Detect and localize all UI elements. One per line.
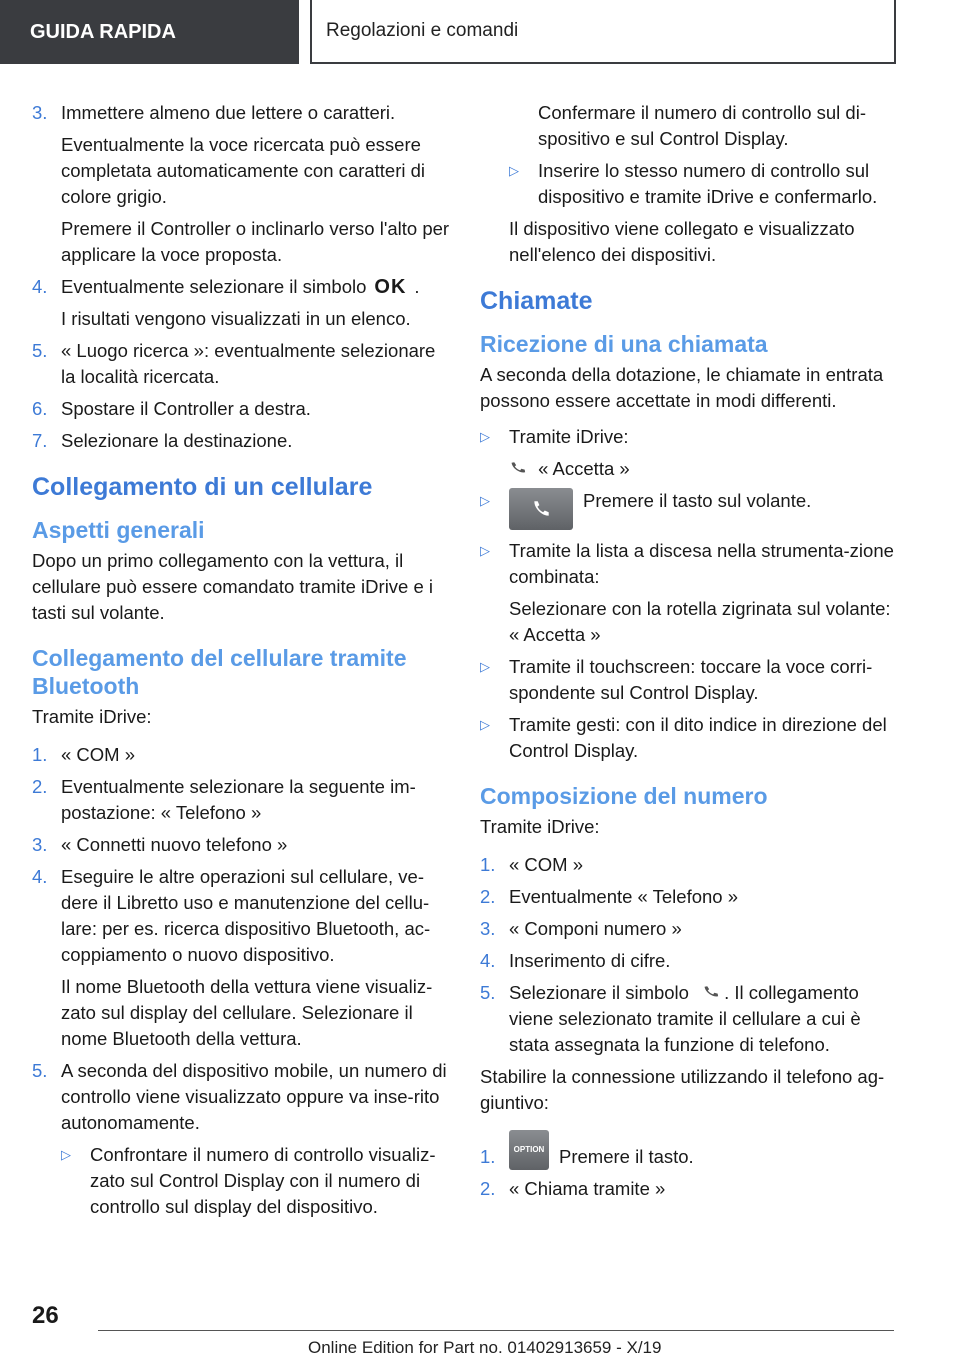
phone-icon — [530, 498, 552, 520]
step-number: 5. — [32, 340, 48, 361]
list-item — [32, 832, 452, 858]
list-item — [480, 916, 900, 942]
list-item — [480, 712, 900, 764]
aspetti-text: Dopo un primo collegamento con la vettura, il cellulare può essere comandato tramite iDrive e i tasti sul volante. — [32, 550, 434, 623]
step-text: « Chiama tramite » — [509, 1178, 666, 1199]
bullet-text: Tramite la lista a discesa nella strumenta-zione combinata: — [509, 540, 894, 587]
list-item — [32, 742, 452, 768]
list-item — [32, 100, 452, 268]
list-item — [32, 428, 452, 454]
step-text: Eventualmente selezionare il simbolo OK . — [61, 276, 420, 298]
step-text: Eventualmente selezionare la seguente im-postazione: « Telefono » — [61, 776, 416, 823]
heading-collegamento-cellulare: Collegamento di un cellulare — [32, 473, 373, 501]
list-item — [32, 774, 452, 826]
step-text: Selezionare il simbolo . Il collegamento viene selezionato tramite il cellulare a cui è stata assegnata la funzione di telefono. — [509, 982, 861, 1055]
list-item — [480, 538, 900, 648]
list-item — [480, 884, 900, 910]
step-text: « COM » — [509, 854, 584, 875]
step-text: A seconda del dispositivo mobile, un numero di controllo viene visualizzato oppure va inse-rito autonomamente. — [61, 1060, 447, 1133]
ok-icon: OK — [374, 276, 407, 298]
step-text: Selezionare la destinazione. — [61, 430, 293, 451]
triangle-right-icon: ▷ — [61, 1147, 71, 1162]
list-item — [480, 980, 900, 1058]
step-number: 1. — [480, 854, 496, 875]
step-number: 7. — [32, 430, 48, 451]
bullet-sub: Selezionare con la rotella zigrinata sul volante: « Accetta » — [509, 598, 891, 645]
step-number: 4. — [32, 276, 48, 297]
sub-bullet — [61, 1142, 452, 1220]
sub-bullet — [509, 158, 900, 210]
triangle-right-icon: ▷ — [480, 717, 490, 732]
triangle-right-icon: ▷ — [480, 493, 490, 508]
phone-icon — [509, 459, 527, 477]
stabilire-text: Stabilire la connessione utilizzando il telefono ag-giuntivo: — [480, 1066, 885, 1113]
tramite-idrive: Tramite iDrive: — [480, 816, 600, 837]
step-number: 5. — [32, 1060, 48, 1081]
step-number: 3. — [480, 918, 496, 939]
list-item — [480, 1176, 900, 1202]
step-text: Eseguire le altre operazioni sul cellulare, ve-dere il Libretto uso e manutenzione del cellu-lare: per es. ricerca dispositivo Bluetooth, ac-coppiamento o nuovo dispositivo. — [61, 866, 431, 965]
triangle-right-icon: ▷ — [480, 659, 490, 674]
list-item — [480, 424, 900, 482]
step-text: I risultati vengono visualizzati in un elenco. — [61, 308, 411, 329]
heading-composizione: Composizione del numero — [480, 783, 768, 809]
step-text: « COM » — [61, 744, 136, 765]
step-number: 6. — [32, 398, 48, 419]
list-item — [32, 338, 452, 390]
tramite-idrive: Tramite iDrive: — [32, 706, 152, 727]
section-title: GUIDA RAPIDA — [0, 0, 299, 64]
continued-result: Il dispositivo viene collegato e visualizzato nell'elenco dei dispositivi. — [509, 218, 855, 265]
step-number: 1. — [32, 744, 48, 765]
left-column — [32, 100, 452, 1232]
chapter-title: Regolazioni e comandi — [310, 0, 896, 64]
step-text: « Luogo ricerca »: eventualmente selezionare la località ricercata. — [61, 340, 436, 387]
list-item — [480, 948, 900, 974]
list-item — [480, 1130, 900, 1170]
step-number: 2. — [32, 776, 48, 797]
bullet-text: Premere il tasto sul volante. — [583, 490, 812, 511]
heading-chiamate: Chiamate — [480, 287, 593, 315]
triangle-right-icon: ▷ — [509, 163, 519, 178]
ricezione-text: A seconda della dotazione, le chiamate in entrata possono essere accettate in modi differenti. — [480, 364, 884, 411]
triangle-right-icon: ▷ — [480, 429, 490, 444]
footer-edition: Online Edition for Part no. 01402913659 - X/19 — [308, 1338, 662, 1357]
page-number: 26 — [32, 1302, 59, 1329]
triangle-right-icon: ▷ — [480, 543, 490, 558]
step-text: Eventualmente « Telefono » — [509, 886, 739, 907]
step-text: Inserimento di cifre. — [509, 950, 671, 971]
bullet-sub: « Accetta » — [509, 456, 630, 482]
heading-collegamento-bluetooth: Collegamento del cellulare tramite Bluetooth — [32, 645, 407, 699]
step-text: Spostare il Controller a destra. — [61, 398, 311, 419]
list-item — [480, 654, 900, 706]
option-button: OPTION — [509, 1130, 549, 1170]
heading-ricezione: Ricezione di una chiamata — [480, 331, 768, 357]
step-number: 5. — [480, 982, 496, 1003]
step-text: Eventualmente la voce ricercata può essere completata automaticamente con caratteri di colore grigio. — [61, 134, 426, 207]
step-text: Premere il tasto. — [559, 1146, 694, 1167]
bullet-text: Tramite gesti: con il dito indice in direzione del Control Display. — [509, 714, 887, 761]
step-number: 3. — [32, 102, 48, 123]
step-text: Il nome Bluetooth della vettura viene visualiz-zato sul display del cellulare. Selezionare il nome Bluetooth della vettura. — [61, 976, 433, 1049]
list-item — [32, 1058, 452, 1226]
list-item — [480, 488, 900, 530]
heading-aspetti-generali: Aspetti generali — [32, 517, 205, 543]
step-text: Premere il Controller o inclinarlo verso l'alto per applicare la voce proposta. — [61, 218, 450, 265]
step-number: 2. — [480, 886, 496, 907]
step-number: 4. — [480, 950, 496, 971]
step-number: 3. — [32, 834, 48, 855]
right-column — [480, 100, 900, 1208]
steering-wheel-phone-button — [509, 488, 573, 530]
step-text: « Connetti nuovo telefono » — [61, 834, 288, 855]
list-item — [480, 852, 900, 878]
phone-icon — [702, 983, 720, 1001]
list-item — [32, 396, 452, 422]
bullet-text: Tramite iDrive: — [509, 426, 629, 447]
step-number: 1. — [480, 1146, 496, 1167]
list-item — [32, 274, 452, 332]
step-text: « Componi numero » — [509, 918, 682, 939]
list-item — [32, 864, 452, 1052]
bullet-text: Confrontare il numero di controllo visualiz-zato sul Control Display con il numero di controllo sul display del dispositivo. — [90, 1144, 436, 1217]
bullet-text: Tramite il touchscreen: toccare la voce corri-spondente sul Control Display. — [509, 656, 873, 703]
step-number: 4. — [32, 866, 48, 887]
step-text: Immettere almeno due lettere o caratteri. — [61, 102, 396, 123]
bullet-text: Inserire lo stesso numero di controllo sul dispositivo e tramite iDrive e confermarlo. — [538, 160, 878, 207]
page-header — [0, 0, 960, 66]
continued-text: Confermare il numero di controllo sul di-spositivo e sul Control Display. — [538, 102, 866, 149]
footer-divider — [98, 1330, 894, 1331]
step-number: 2. — [480, 1178, 496, 1199]
